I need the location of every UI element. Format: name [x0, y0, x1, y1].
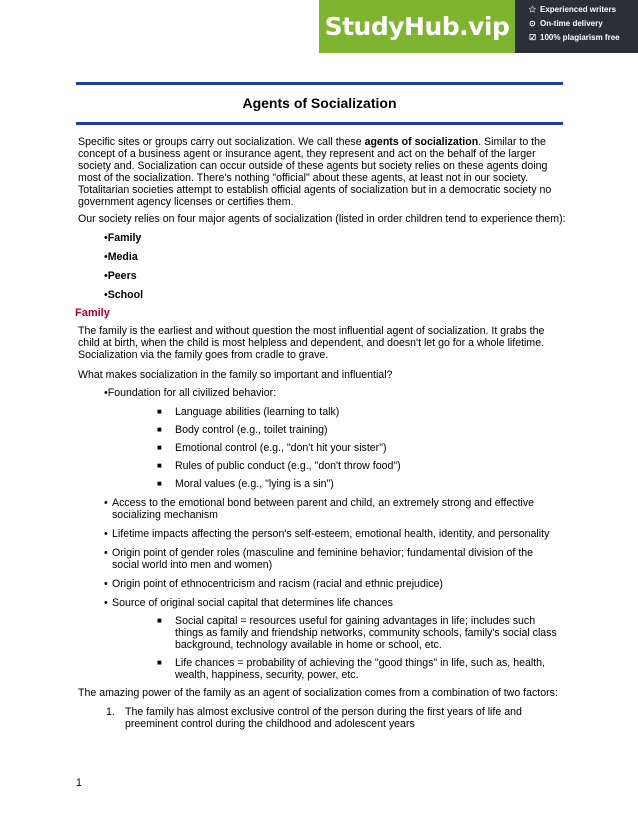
- list-item: •: [104, 528, 108, 540]
- list-item: Body control (e.g., toilet training): [175, 424, 328, 436]
- list-item-text: Origin point of ethnocentricism and racism (racial and ethnic prejudice): [112, 578, 443, 590]
- square-bullet-icon: ■: [157, 425, 162, 434]
- list-item-text: Access to the emotional bond between parent and child, an extremely strong and effective socializing mechanism: [112, 497, 535, 521]
- studyhub-logo[interactable]: StudyHub.vip: [319, 0, 515, 53]
- check-icon: ☑: [529, 33, 537, 42]
- list-item: •: [104, 497, 108, 509]
- feature-row: [529, 17, 638, 31]
- banner-features: [515, 0, 638, 53]
- square-bullet-icon: ■: [157, 461, 162, 470]
- feature-row: [529, 31, 638, 45]
- square-bullet-icon: ■: [157, 616, 162, 625]
- list-item: Social capital = resources useful for gaining advantages in life; includes such things as family and friendship networks, community schools, family's social class background, technology available in home or school, etc.: [175, 615, 557, 651]
- feature-text: On-time delivery: [540, 19, 603, 28]
- list-item: •Foundation for all civilized behavior:: [104, 387, 277, 399]
- intro-paragraph: Specific sites or groups carry out socialization. We call these agents of socialization. Similar to the concept of a business agent or insurance agent, they represent and act on the behalf of the larger society and. Socialization can occur outside of these agents but society relies on these agents doing most of the socialization. There's nothing "official" about these agents, at least not in our society. Totalitarian societies attempt to establish official agents of socialization but in a democratic society no government agency licenses or certifies them.: [78, 136, 552, 208]
- page-number: 1: [76, 777, 82, 789]
- list-item: •: [104, 547, 108, 559]
- square-bullet-icon: ■: [157, 407, 162, 416]
- ad-banner[interactable]: [319, 0, 638, 53]
- feature-row: [529, 3, 638, 17]
- list-item-text: Origin point of gender roles (masculine and feminine behavior; fundamental division of the social world into men and women): [112, 547, 534, 571]
- square-bullet-icon: ■: [157, 658, 162, 667]
- clock-icon: ⊙: [529, 19, 536, 28]
- title-rule-top: [76, 82, 563, 85]
- list-item: •Family: [104, 232, 142, 244]
- feature-text: 100% plagiarism free: [540, 33, 620, 42]
- list-item: •Peers: [104, 270, 137, 282]
- agents-intro: Our society relies on four major agents of socialization (listed in order children tend to experience them):: [78, 213, 566, 225]
- square-bullet-icon: ■: [157, 443, 162, 452]
- list-item: Life chances = probability of achieving the "good things" in life, such as, health, wealth, happiness, security, power, etc.: [175, 657, 546, 681]
- list-item: The family has almost exclusive control of the person during the first years of life and preeminent control during the childhood and adolescent years: [125, 706, 522, 730]
- page-title: Agents of Socialization: [242, 95, 397, 111]
- list-item: Emotional control (e.g., "don't hit your sister"): [175, 442, 387, 454]
- section-heading: Family: [75, 307, 110, 319]
- star-icon: ✩: [529, 5, 536, 14]
- list-item: Rules of public conduct (e.g., "don't throw food"): [175, 460, 401, 472]
- list-number: 1.: [106, 706, 115, 718]
- key-term: agents of socialization: [364, 136, 479, 148]
- list-item: •Media: [104, 251, 138, 263]
- amazing-paragraph: The amazing power of the family as an agent of socialization comes from a combination of two factors:: [78, 687, 558, 699]
- family-paragraph: The family is the earliest and without question the most influential agent of socialization. It grabs the child at birth, when the child is most helpless and dependent, and doesn't let go for a whole lifetime. Socialization via the family goes from cradle to grave.: [78, 325, 545, 361]
- title-rule-bottom: [76, 122, 563, 125]
- list-item-text: Lifetime impacts affecting the person's self-esteem, emotional health, identity, and personality: [112, 528, 550, 540]
- list-item: Language abilities (learning to talk): [175, 406, 340, 418]
- feature-text: Experienced writers: [540, 5, 617, 14]
- list-item: •: [104, 597, 108, 609]
- list-item: •: [104, 578, 108, 590]
- list-item: •School: [104, 289, 144, 301]
- list-item: Moral values (e.g., "lying is a sin"): [175, 478, 334, 490]
- square-bullet-icon: ■: [157, 479, 162, 488]
- list-item-text: Source of original social capital that determines life chances: [112, 597, 393, 609]
- question-paragraph: What makes socialization in the family so important and influential?: [78, 369, 393, 381]
